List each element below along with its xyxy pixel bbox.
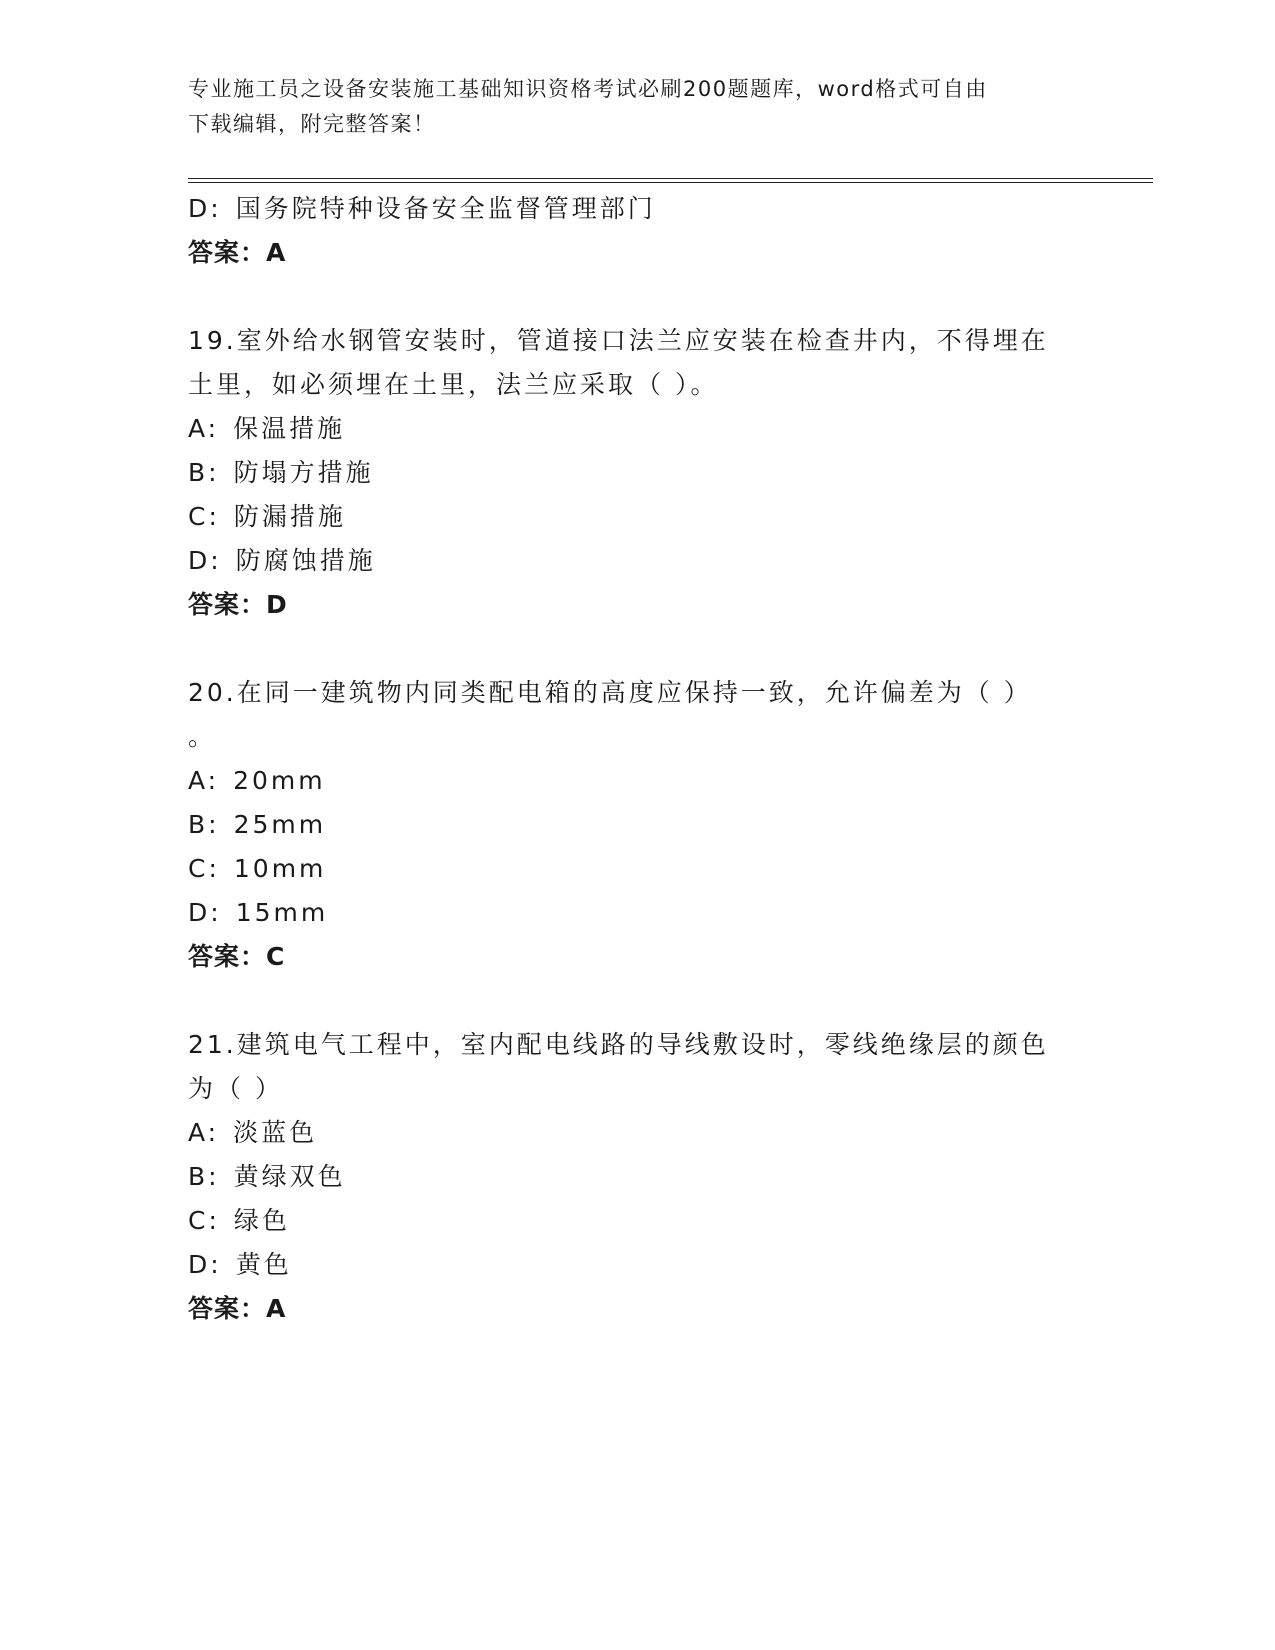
option-key: B: <box>188 810 220 839</box>
option-text: 10mm <box>233 854 327 883</box>
option-key: D: <box>188 1250 222 1279</box>
question-19-option-d <box>188 544 376 578</box>
option-key: B: <box>188 1162 220 1191</box>
option-key: A: <box>188 414 220 443</box>
option-key: A: <box>188 1118 220 1147</box>
option-text: 淡蓝色 <box>233 1118 318 1147</box>
option-text: 20mm <box>233 766 326 795</box>
question-20-option-b <box>188 808 326 842</box>
option-text: 25mm <box>233 810 327 839</box>
option-text: 黄绿双色 <box>233 1162 346 1191</box>
option-key: D: <box>188 546 222 575</box>
question-19-answer: 答案：D <box>188 590 288 619</box>
option-key: D: <box>188 898 222 927</box>
option-key: A: <box>188 766 220 795</box>
question-21-answer: 答案：A <box>188 1294 287 1323</box>
header-divider-bottom <box>188 182 1153 183</box>
option-text: 国务院特种设备安全监督管理部门 <box>235 194 656 223</box>
option-text: 15mm <box>235 898 329 927</box>
header-line-1: 专业施工员之设备安装施工基础知识资格考试必刷200题题库，word格式可自由 <box>188 77 988 101</box>
option-text: 防漏措施 <box>233 502 346 531</box>
option-text: 防塌方措施 <box>233 458 374 487</box>
option-text: 保温措施 <box>233 414 346 443</box>
option-key: B: <box>188 458 220 487</box>
question-21-option-d <box>188 1248 292 1282</box>
question-20-answer: 答案：C <box>188 942 286 971</box>
question-19-stem-line-2: 土里，如必须埋在土里，法兰应采取（ ）。 <box>188 370 719 399</box>
option-key: C: <box>188 502 220 531</box>
question-21-stem-line-2: 为（ ） <box>188 1074 283 1103</box>
prev-answer: 答案：A <box>188 238 287 267</box>
question-21-option-b <box>188 1160 346 1194</box>
option-key: D: <box>188 194 222 223</box>
question-21-stem-line-1: 21.建筑电气工程中，室内配电线路的导线敷设时，零线绝缘层的颜色 <box>188 1030 1049 1059</box>
option-text: 绿色 <box>233 1206 290 1235</box>
header-line-2: 下载编辑，附完整答案！ <box>188 112 436 136</box>
question-19-stem-line-1: 19.室外给水钢管安装时，管道接口法兰应安装在检查井内，不得埋在 <box>188 326 1049 355</box>
document-header <box>188 72 1068 142</box>
question-21-option-a <box>188 1116 317 1150</box>
option-text: 防腐蚀措施 <box>235 546 376 575</box>
option-key: C: <box>188 854 220 883</box>
question-19-option-c <box>188 500 346 534</box>
question-20-stem-line-1: 20.在同一建筑物内同类配电箱的高度应保持一致，允许偏差为（ ） <box>188 678 1032 707</box>
header-divider-top <box>188 178 1153 179</box>
question-21-option-c <box>188 1204 290 1238</box>
question-20-option-d <box>188 896 328 930</box>
option-text: 黄色 <box>235 1250 292 1279</box>
question-20-stem-line-2: 。 <box>188 722 217 751</box>
question-19-option-a <box>188 412 345 446</box>
question-20-option-a <box>188 764 326 798</box>
question-19-option-b <box>188 456 374 490</box>
prev-option-d <box>188 192 656 226</box>
option-key: C: <box>188 1206 220 1235</box>
question-20-option-c <box>188 852 326 886</box>
